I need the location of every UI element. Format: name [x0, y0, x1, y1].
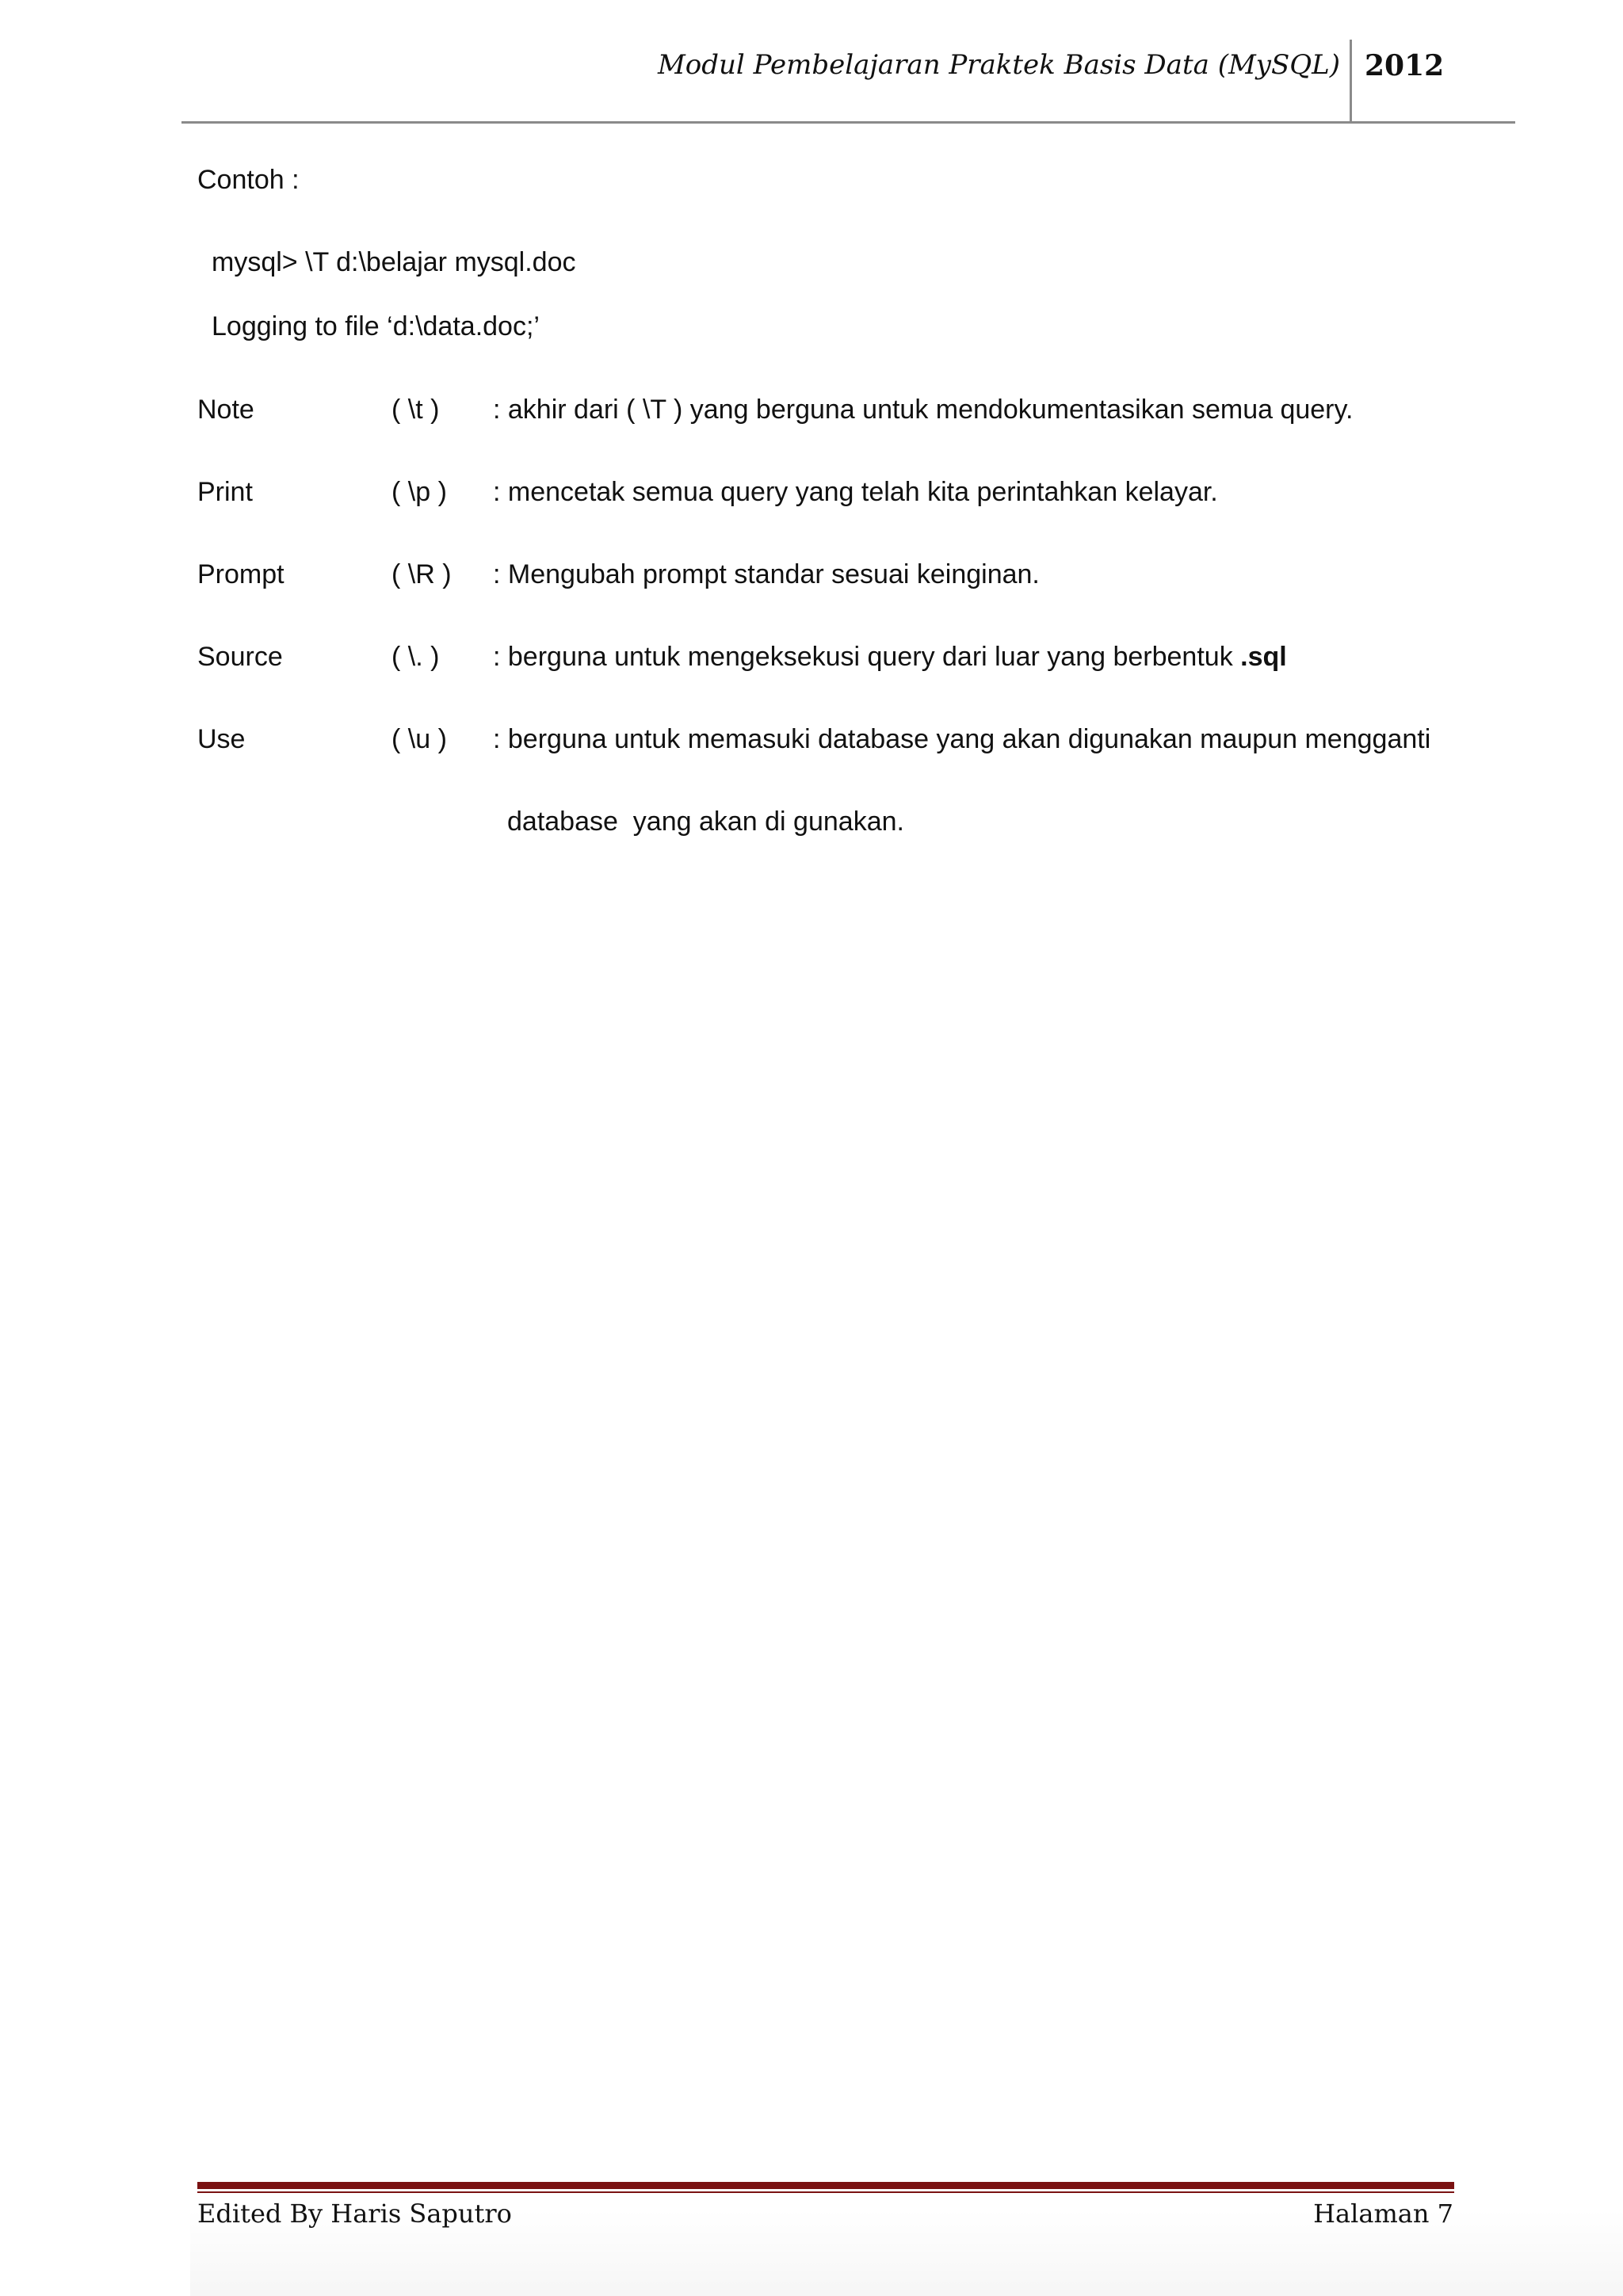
command-name-prompt: Prompt: [197, 559, 285, 589]
command-name-source: Source: [197, 642, 283, 672]
command-desc-print: : mencetak semua query yang telah kita perintahkan kelayar.: [493, 477, 1218, 507]
command-name-print: Print: [197, 477, 253, 507]
footer-rule: [197, 2182, 1454, 2189]
command-desc-prompt: : Mengubah prompt standar sesuai keinginan.: [493, 559, 1040, 589]
command-desc-use-continuation: database yang akan di gunakan.: [507, 807, 904, 837]
footer-author: Edited By Haris Saputro: [197, 2199, 512, 2229]
footer-rule-thin: [197, 2191, 1454, 2193]
example-line-command: mysql> \T d:\belajar mysql.doc: [212, 247, 576, 277]
header-divider: [1350, 40, 1352, 122]
command-code-print: ( \p ): [391, 477, 447, 507]
command-desc-source: [493, 641, 1287, 673]
command-code-source: ( \. ): [391, 642, 440, 672]
command-code-prompt: ( \R ): [391, 559, 452, 589]
command-name-use: Use: [197, 724, 246, 754]
command-code-note: ( \t ): [391, 395, 440, 425]
example-line-output: Logging to file ‘d:\data.doc;’: [212, 311, 540, 341]
command-desc-source-text: : berguna untuk mengeksekusi query dari luar yang berbentuk: [493, 642, 1241, 672]
header-rule: [181, 121, 1515, 124]
footer-page-number: Halaman 7: [1313, 2199, 1453, 2229]
command-code-use: ( \u ): [391, 724, 447, 754]
command-name-note: Note: [197, 395, 254, 425]
header-title: Modul Pembelajaran Praktek Basis Data (MySQL): [657, 49, 1340, 81]
command-desc-use: : berguna untuk memasuki database yang akan digunakan maupun mengganti: [493, 724, 1431, 754]
example-heading: Contoh :: [197, 165, 300, 195]
command-desc-note: : akhir dari ( \T ) yang berguna untuk mendokumentasikan semua query.: [493, 395, 1354, 425]
header-year: 2012: [1365, 49, 1445, 82]
command-desc-source-ext: .sql: [1240, 642, 1287, 672]
